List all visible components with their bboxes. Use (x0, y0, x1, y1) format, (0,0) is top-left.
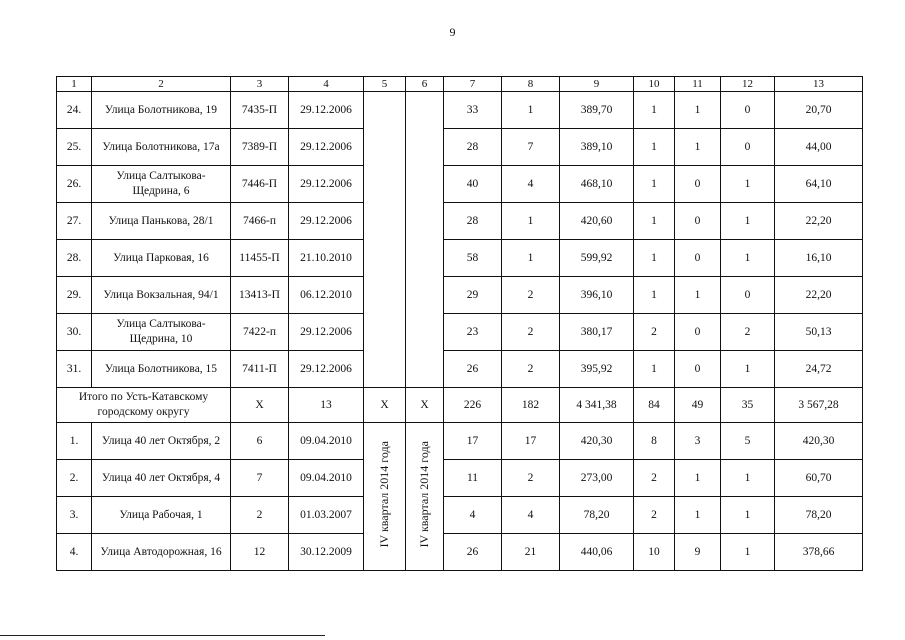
table-cell: 0 (675, 203, 721, 240)
total-cell: 226 (444, 388, 502, 423)
table-cell: 1 (634, 351, 675, 388)
table-cell: 599,92 (560, 240, 634, 277)
table-cell: 7446-П (231, 166, 289, 203)
table-cell: 13413-П (231, 277, 289, 314)
column-header: 13 (775, 77, 863, 92)
table-cell: 420,60 (560, 203, 634, 240)
table-cell: 1 (502, 92, 560, 129)
table-cell: 29.12.2006 (289, 92, 364, 129)
table-cell: 28 (444, 203, 502, 240)
total-cell: 49 (675, 388, 721, 423)
table-cell: 0 (675, 314, 721, 351)
table-cell: 22,20 (775, 277, 863, 314)
table-row (57, 423, 863, 460)
table-cell: 2 (502, 351, 560, 388)
table-cell: 1 (721, 203, 775, 240)
table-cell: 1 (675, 129, 721, 166)
table-cell: 1 (675, 277, 721, 314)
table-cell: 420,30 (560, 423, 634, 460)
address-cell: Улица Автодорожная, 16 (92, 534, 231, 571)
table-cell: 50,13 (775, 314, 863, 351)
table-cell: 06.12.2010 (289, 277, 364, 314)
period-label: IV квартал 2014 года (417, 440, 431, 548)
table-cell: 16,10 (775, 240, 863, 277)
table-row (57, 497, 863, 534)
table-cell: 27. (57, 203, 92, 240)
address-cell: Улица Салтыкова-Щедрина, 10 (92, 314, 231, 351)
address-cell: Улица 40 лет Октября, 2 (92, 423, 231, 460)
table-cell: 4 (502, 166, 560, 203)
table-cell: 2 (634, 497, 675, 534)
table-cell: 11 (444, 460, 502, 497)
column-header: 4 (289, 77, 364, 92)
table-cell: 2 (634, 314, 675, 351)
column-header: 5 (364, 77, 406, 92)
table-cell: 440,06 (560, 534, 634, 571)
table-row (57, 240, 863, 277)
table-cell: 09.04.2010 (289, 423, 364, 460)
table-cell: 2 (502, 277, 560, 314)
table-cell: 7 (231, 460, 289, 497)
table-cell: 4. (57, 534, 92, 571)
table-cell: 4 (502, 497, 560, 534)
address-cell: Улица Салтыкова-Щедрина, 6 (92, 166, 231, 203)
table-cell: 1 (721, 497, 775, 534)
column-header: 9 (560, 77, 634, 92)
table-cell: 1. (57, 423, 92, 460)
table-cell: 31. (57, 351, 92, 388)
table-cell: 1 (634, 277, 675, 314)
address-cell: Улица 40 лет Октября, 4 (92, 460, 231, 497)
table-cell: 1 (721, 240, 775, 277)
table-cell: 17 (444, 423, 502, 460)
table-cell: 29.12.2006 (289, 351, 364, 388)
table-cell: 12 (231, 534, 289, 571)
column-header: 1 (57, 77, 92, 92)
total-label: Итого по Усть-Катавскому городскому округу (57, 388, 231, 423)
table-cell: 389,70 (560, 92, 634, 129)
table-cell: 26 (444, 534, 502, 571)
table-cell: 395,92 (560, 351, 634, 388)
table-cell: 7 (502, 129, 560, 166)
table-row (57, 351, 863, 388)
table-cell: 380,17 (560, 314, 634, 351)
table-row (57, 277, 863, 314)
column-header: 11 (675, 77, 721, 92)
column-header: 12 (721, 77, 775, 92)
address-cell: Улица Парковая, 16 (92, 240, 231, 277)
total-cell: 35 (721, 388, 775, 423)
table-cell: 273,00 (560, 460, 634, 497)
table-cell: 78,20 (775, 497, 863, 534)
table-cell: 60,70 (775, 460, 863, 497)
total-cell: Х (231, 388, 289, 423)
table-cell: 29.12.2006 (289, 203, 364, 240)
table-cell: 28 (444, 129, 502, 166)
table-cell: 7466-п (231, 203, 289, 240)
table-cell: 24,72 (775, 351, 863, 388)
table-cell: 30.12.2009 (289, 534, 364, 571)
table-cell: 1 (721, 460, 775, 497)
table-cell: 09.04.2010 (289, 460, 364, 497)
table-cell: 28. (57, 240, 92, 277)
table-cell: 396,10 (560, 277, 634, 314)
table-cell: 10 (634, 534, 675, 571)
table-cell: 3. (57, 497, 92, 534)
merged-column-6 (406, 423, 444, 571)
total-cell: 13 (289, 388, 364, 423)
period-label: IV квартал 2014 года (377, 440, 391, 548)
table-row (57, 92, 863, 129)
column-header: 6 (406, 77, 444, 92)
table-cell: 2 (502, 460, 560, 497)
table-cell: 1 (721, 534, 775, 571)
table-cell: 1 (634, 240, 675, 277)
table-row (57, 203, 863, 240)
table-cell: 33 (444, 92, 502, 129)
address-cell: Улица Болотникова, 17а (92, 129, 231, 166)
table-cell: 0 (675, 166, 721, 203)
table-row (57, 129, 863, 166)
table-cell: 2. (57, 460, 92, 497)
table-row (57, 534, 863, 571)
table-cell: 25. (57, 129, 92, 166)
table-cell: 7411-П (231, 351, 289, 388)
address-cell: Улица Вокзальная, 94/1 (92, 277, 231, 314)
table-cell: 64,10 (775, 166, 863, 203)
table-cell: 44,00 (775, 129, 863, 166)
table-cell: 468,10 (560, 166, 634, 203)
table-cell: 9 (675, 534, 721, 571)
address-cell: Улица Рабочая, 1 (92, 497, 231, 534)
column-header: 7 (444, 77, 502, 92)
table-cell: 29.12.2006 (289, 129, 364, 166)
table-cell: 78,20 (560, 497, 634, 534)
column-header: 2 (92, 77, 231, 92)
table-cell: 20,70 (775, 92, 863, 129)
column-header: 3 (231, 77, 289, 92)
table-cell: 2 (502, 314, 560, 351)
table-cell: 23 (444, 314, 502, 351)
table-cell: 40 (444, 166, 502, 203)
table-cell: 30. (57, 314, 92, 351)
table-cell: 389,10 (560, 129, 634, 166)
table-cell: 1 (634, 129, 675, 166)
table-cell: 2 (231, 497, 289, 534)
table-cell: 21 (502, 534, 560, 571)
housing-table (56, 76, 863, 571)
table-cell: 17 (502, 423, 560, 460)
table-cell: 0 (675, 240, 721, 277)
table-cell: 58 (444, 240, 502, 277)
table-cell: 7389-П (231, 129, 289, 166)
table-cell: 6 (231, 423, 289, 460)
table-cell: 0 (721, 277, 775, 314)
page-number: 9 (449, 25, 456, 39)
address-cell: Улица Панькова, 28/1 (92, 203, 231, 240)
table-cell: 7422-п (231, 314, 289, 351)
table-cell: 1 (675, 497, 721, 534)
table-row (57, 166, 863, 203)
merged-column-5 (364, 92, 406, 388)
table-cell: 22,20 (775, 203, 863, 240)
table-cell: 1 (502, 203, 560, 240)
table-cell: 26. (57, 166, 92, 203)
table-cell: 29. (57, 277, 92, 314)
table-cell: 7435-П (231, 92, 289, 129)
table-cell: 0 (721, 129, 775, 166)
table-cell: 2 (721, 314, 775, 351)
total-cell: 84 (634, 388, 675, 423)
table-cell: 0 (721, 92, 775, 129)
table-cell: 1 (634, 92, 675, 129)
table-cell: 1 (721, 351, 775, 388)
table-cell: 29 (444, 277, 502, 314)
total-cell: Х (364, 388, 406, 423)
table-cell: 11455-П (231, 240, 289, 277)
table-cell: 01.03.2007 (289, 497, 364, 534)
total-cell: 4 341,38 (560, 388, 634, 423)
table-cell: 21.10.2010 (289, 240, 364, 277)
table-cell: 420,30 (775, 423, 863, 460)
address-cell: Улица Болотникова, 15 (92, 351, 231, 388)
table-cell: 26 (444, 351, 502, 388)
table-cell: 2 (634, 460, 675, 497)
table-cell: 0 (675, 351, 721, 388)
column-header: 8 (502, 77, 560, 92)
total-cell: 3 567,28 (775, 388, 863, 423)
table-cell: 3 (675, 423, 721, 460)
footnote-rule (0, 635, 325, 636)
table-cell: 1 (675, 92, 721, 129)
table-cell: 24. (57, 92, 92, 129)
header-row (57, 77, 863, 92)
table-cell: 1 (634, 166, 675, 203)
address-cell: Улица Болотникова, 19 (92, 92, 231, 129)
table-cell: 378,66 (775, 534, 863, 571)
table-cell: 8 (634, 423, 675, 460)
merged-column-6 (406, 92, 444, 388)
table-cell: 5 (721, 423, 775, 460)
table-cell: 1 (502, 240, 560, 277)
table-cell: 1 (721, 166, 775, 203)
total-cell: 182 (502, 388, 560, 423)
total-row (57, 388, 863, 423)
total-cell: Х (406, 388, 444, 423)
table-cell: 4 (444, 497, 502, 534)
table-row (57, 314, 863, 351)
column-header: 10 (634, 77, 675, 92)
table-cell: 29.12.2006 (289, 314, 364, 351)
table-cell: 29.12.2006 (289, 166, 364, 203)
merged-column-5 (364, 423, 406, 571)
table-cell: 1 (634, 203, 675, 240)
table-cell: 1 (675, 460, 721, 497)
table-row (57, 460, 863, 497)
